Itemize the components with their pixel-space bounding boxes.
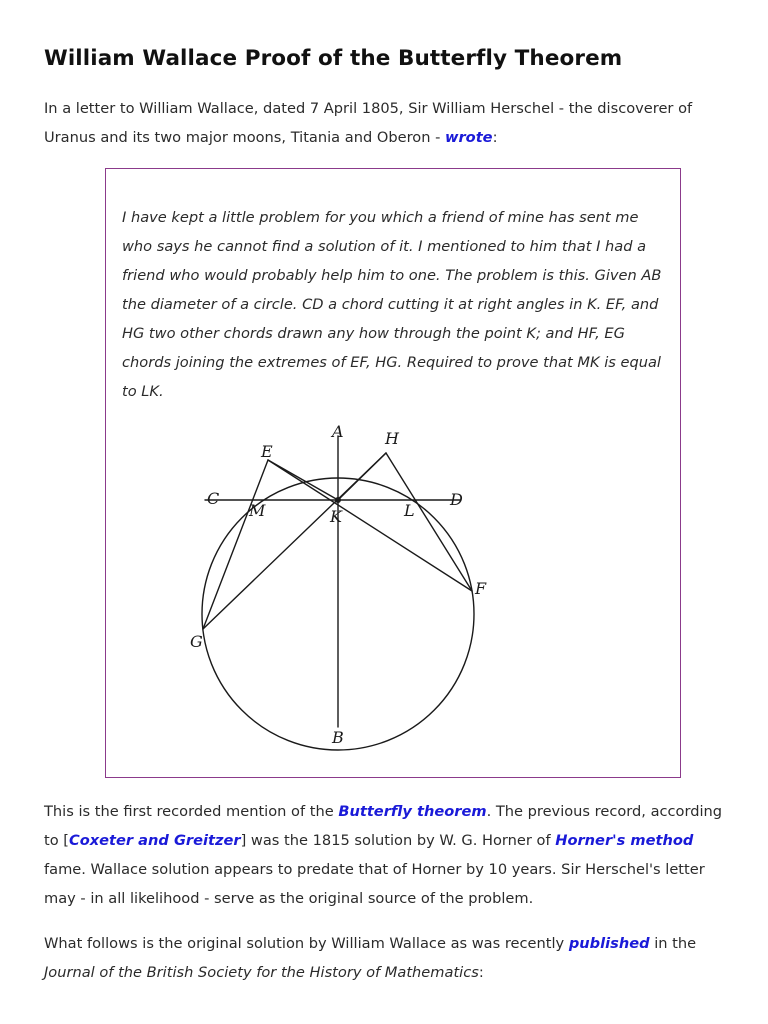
journal-name: Journal of the British Society for the History of Mathematics [44,964,479,981]
label-e: E [261,442,273,461]
page-title: William Wallace Proof of the Butterfly Theorem [44,46,623,71]
chord-ek [268,460,338,500]
solution-text-3: : [478,964,484,981]
history-text-2: . The previous record, according to [ [44,803,723,849]
intro-colon: : [492,129,498,146]
solution-paragraph [44,929,734,987]
label-g: G [190,632,203,651]
history-paragraph [44,797,734,913]
wrote-link[interactable]: wrote [445,129,493,146]
label-f: F [475,579,487,598]
history-text-4: fame. Wallace solution appears to predate that of Horner by 10 years. Sir Herschel's letter may - in all likelihood - serve as the original source of the problem. [44,861,705,907]
quote-text: I have kept a little problem for you which a friend of mine has sent me who says he cannot find a solution of it. I mentioned to him that I had a friend who would probably help him to one. The problem is this. Given AB the diameter of a circle. CD a chord cutting it at right angles in K. EF, and HG two other chords drawn any how through the point K; and HF, EG chords joining the extremes of EF, HG. Required to prove that MK is equal to LK. [122,209,662,400]
history-text-3: ] was the 1815 solution by W. G. Horner of [240,832,556,849]
butterfly-figure [106,169,682,779]
label-l: L [404,501,415,520]
label-b: B [332,728,344,747]
label-a: A [332,422,344,441]
butterfly-theorem-link[interactable]: Butterfly theorem [338,803,487,820]
point-k [335,497,341,503]
intro-paragraph [44,94,734,152]
solution-text-1: What follows is the original solution by William Wallace as was recently [44,935,569,952]
published-link[interactable]: published [568,935,650,952]
history-text-1: This is the first recorded mention of the [44,803,339,820]
chord-hk [338,453,386,500]
chord-eg [203,460,268,629]
label-h: H [385,429,399,448]
horners-method-link[interactable]: Horner's method [555,832,694,849]
quote-box [105,168,681,778]
coxeter-greitzer-link[interactable]: Coxeter and Greitzer [68,832,241,849]
label-d: D [450,490,463,509]
solution-text-2: in the [649,935,697,952]
label-k: K [330,507,342,526]
intro-text: In a letter to William Wallace, dated 7 April 1805, Sir William Herschel - the discoverer of Uranus and its two major moons, Titania and Oberon - [44,100,693,146]
chord-hf [386,453,472,591]
label-m: M [249,501,266,520]
label-c: C [207,489,220,508]
